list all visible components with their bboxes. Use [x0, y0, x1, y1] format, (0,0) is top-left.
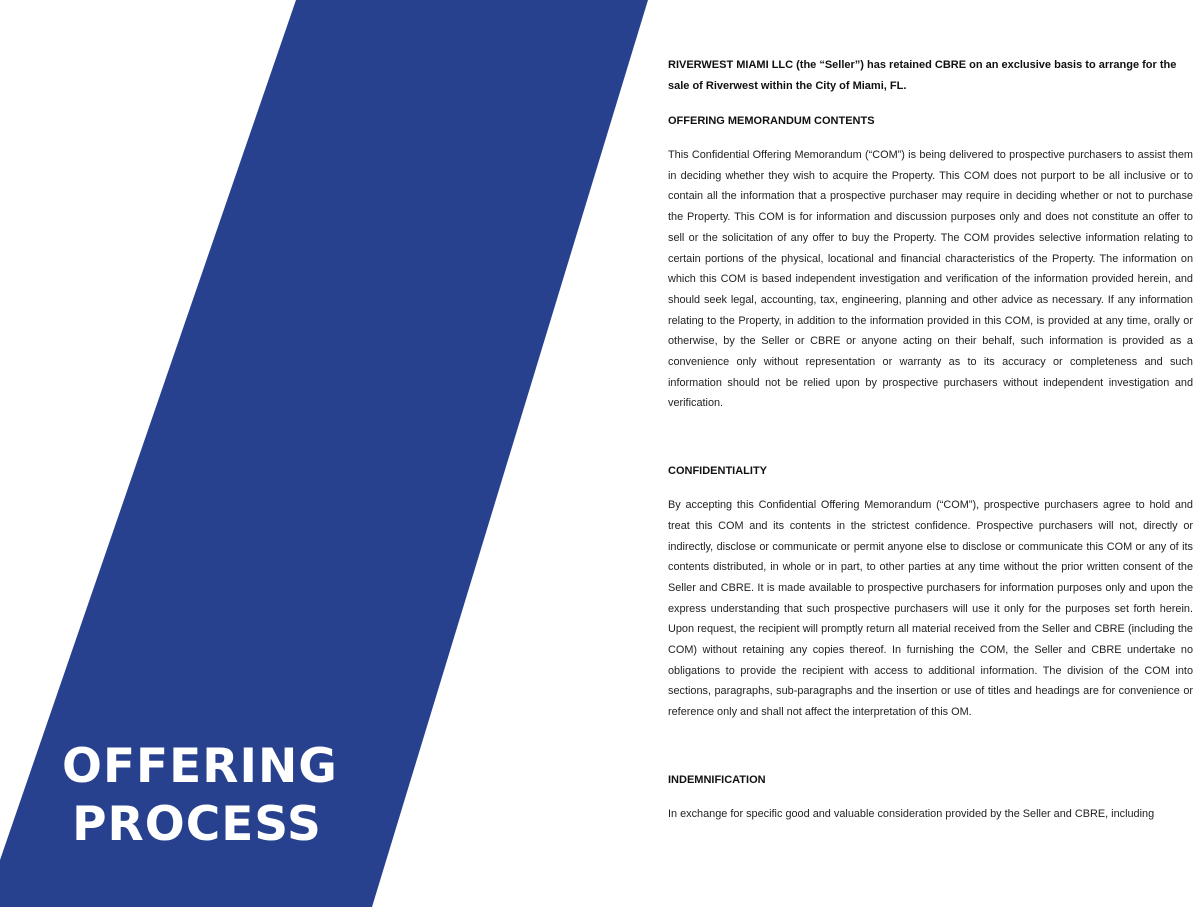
section-spacer: [668, 414, 1193, 461]
seller-intro-statement: RIVERWEST MIAMI LLC (the “Seller”) has retained CBRE on an exclusive basis to arrange for the sale of Riverwest within the City of Miami, FL.: [668, 59, 1177, 92]
section-body-contents: This Confidential Offering Memorandum (“COM”) is being delivered to prospective purchasers to assist them in deciding whether they wish to acquire the Property. This COM does not purport to be all inclusive or to contain all the information that a prospective purchaser may require in deciding whether or not to purchase the Property. This COM is for information and discussion purposes only and does not constitute an offer to sell or the solicitation of any offer to buy the Property. The COM provides selective information relating to certain portions of the physical, locational and financial characteristics of the Property. The information on which this COM is based independent investigation and verification of the information provided herein, and should seek legal, accounting, tax, engineering, planning and other advice as necessary. If any information relating to the Property, in addition to the information provided in this COM, is provided at any time, orally or otherwise, by the Seller or CBRE or anyone acting on their behalf, such information is provided as a convenience only without representation or warranty as to its accuracy or completeness and such information should not be relied upon by prospective purchasers without independent investigation and verification.: [668, 149, 1193, 410]
section-body-indemnification: In exchange for specific good and valuable consideration provided by the Seller and CBRE, including: [668, 807, 1155, 820]
page-title: [62, 738, 338, 854]
page-title-line-2: PROCESS: [72, 797, 322, 852]
memorandum-text-column: [668, 55, 1193, 825]
section-heading-indemnification: INDEMNIFICATION: [668, 773, 766, 786]
section-body-confidentiality: By accepting this Confidential Offering Memorandum (“COM”), prospective purchasers agree to hold and treat this COM and its contents in the strictest confidence. Prospective purchasers will not, directly or indirectly, disclose or communicate or permit anyone else to disclose or communicate this COM or any of its contents distributed, in whole or in part, to other parties at any time without the prior written consent of the Seller and CBRE. It is made available to prospective purchasers for information purposes only and upon the express understanding that such prospective purchasers will use it only for the purposes set forth herein. Upon request, the recipient will promptly return all material received from the Seller and CBRE (including the COM) without retaining any copies thereof. In furnishing the COM, the Seller and CBRE undertake no obligations to provide the recipient with access to additional information. The division of the COM into sections, paragraphs, sub-paragraphs and the insertion or use of titles and headings are for convenience or reference only and shall not affect the interpretation of this OM.: [668, 499, 1193, 719]
section-spacer: [668, 723, 1193, 770]
section-heading-contents: OFFERING MEMORANDUM CONTENTS: [668, 115, 875, 127]
section-heading-confidentiality: CONFIDENTIALITY: [668, 465, 767, 478]
page-title-line-1: OFFERING: [62, 739, 338, 794]
